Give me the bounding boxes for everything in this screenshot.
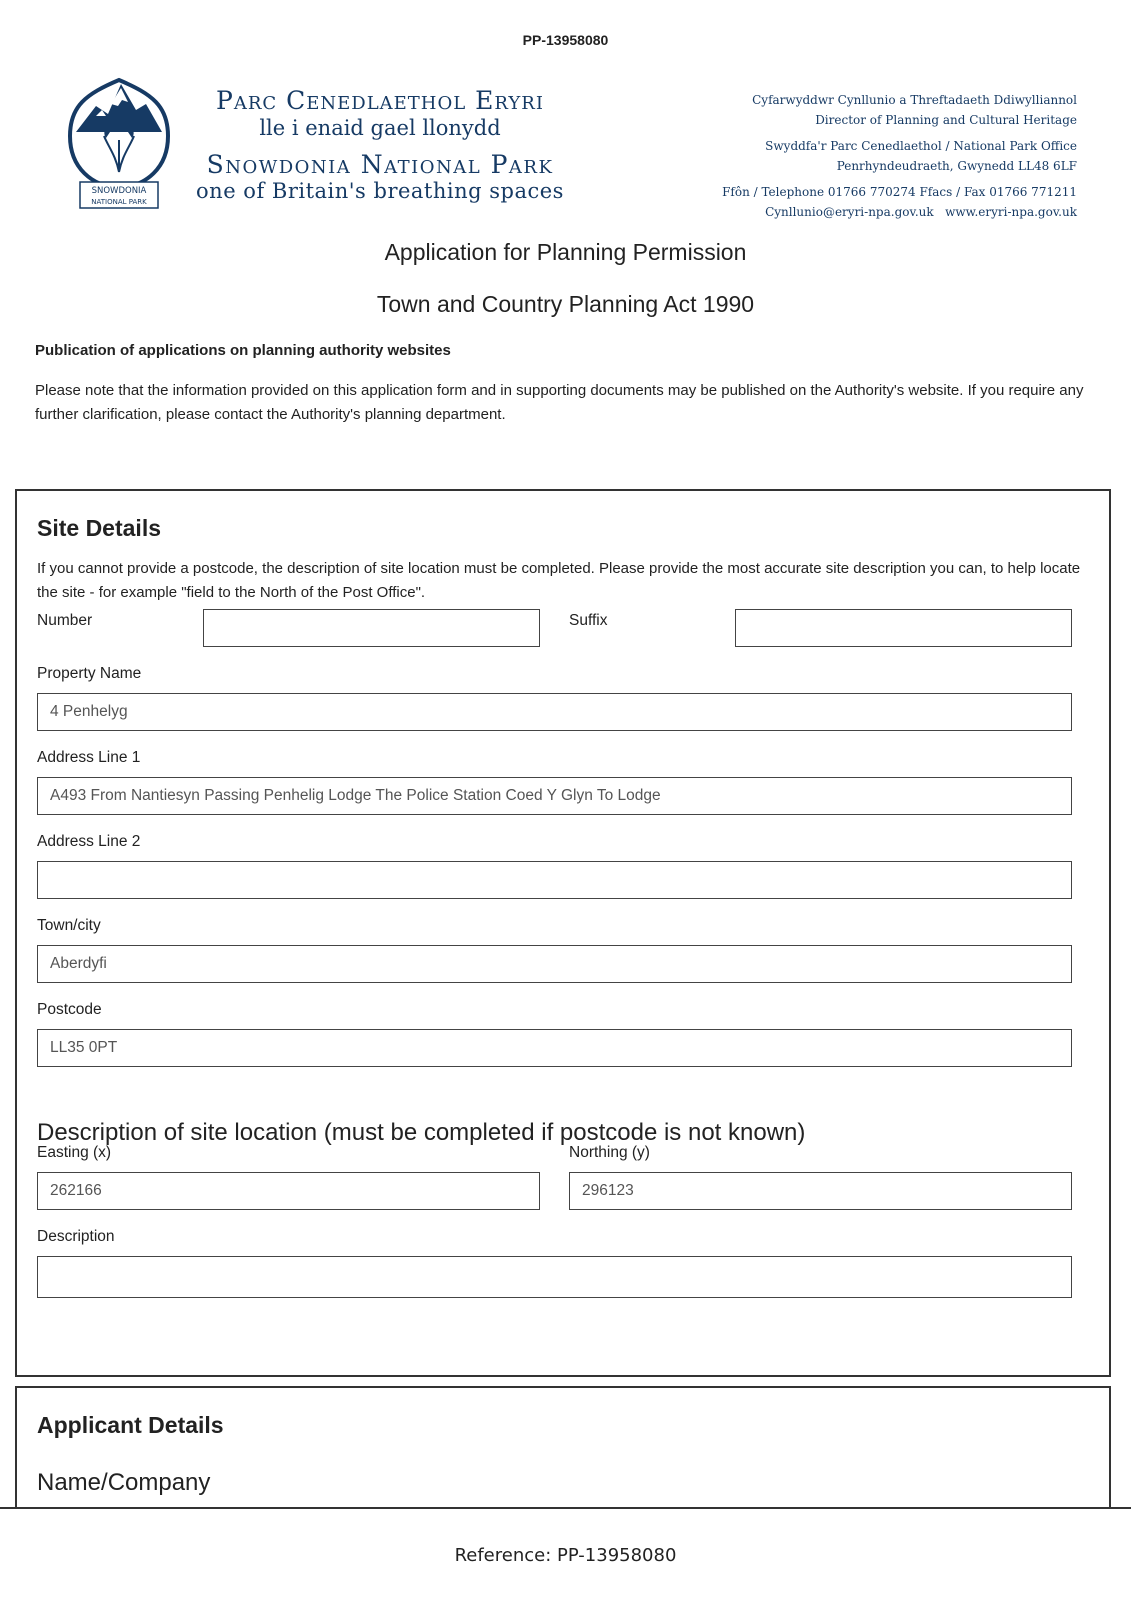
number-label: Number	[37, 612, 93, 629]
name-company-heading: Name/Company	[37, 1469, 211, 1496]
director-english: Director of Planning and Cultural Heritage	[815, 113, 1077, 127]
town-city-label: Town/city	[37, 917, 101, 934]
email-website: Cynllunio@eryri-npa.gov.uk www.eryri-npa.gov.uk	[765, 205, 1077, 219]
applicant-details-title: Applicant Details	[37, 1412, 224, 1438]
number-field[interactable]	[203, 609, 540, 647]
site-details-intro: If you cannot provide a postcode, the description of site location must be completed. Please provide the most accurate site description you can, to help locate the site - for example "field to the North of the Post Office".	[37, 560, 1081, 601]
address-line-1-field[interactable]: A493 From Nantiesyn Passing Penhelig Lodge The Police Station Coed Y Glyn To Lodge	[37, 777, 1072, 815]
postcode-field[interactable]: LL35 0PT	[37, 1029, 1072, 1067]
svg-text:SNOWDONIA: SNOWDONIA	[91, 186, 147, 196]
org-welsh-title: Parc Cenedlaethol Eryri	[216, 86, 544, 115]
park-emblem-icon	[66, 76, 172, 212]
property-name-field[interactable]: 4 Penhelyg	[37, 693, 1072, 731]
office-address: Penrhyndeudraeth, Gwynedd LL48 6LF	[836, 159, 1077, 173]
notice-heading: Publication of applications on planning authority websites	[35, 342, 451, 359]
address-line-1-label: Address Line 1	[37, 749, 141, 766]
org-welsh-tagline: lle i enaid gael llonydd	[259, 116, 501, 140]
top-reference: PP-13958080	[522, 32, 609, 48]
director-welsh: Cyfarwyddwr Cynllunio a Threftadaeth Ddiwylliannol	[752, 93, 1077, 107]
suffix-field[interactable]	[735, 609, 1072, 647]
footer-reference: Reference: PP-13958080	[454, 1545, 677, 1566]
site-location-heading: Description of site location (must be completed if postcode is not known)	[37, 1119, 806, 1146]
svg-text:NATIONAL PARK: NATIONAL PARK	[91, 198, 147, 206]
easting-field[interactable]: 262166	[37, 1172, 540, 1210]
suffix-label: Suffix	[569, 612, 608, 629]
org-english-title: Snowdonia National Park	[206, 150, 554, 179]
northing-field[interactable]: 296123	[569, 1172, 1072, 1210]
notice-body: Please note that the information provided on this application form and in supporting documents may be published on the Authority's website. If you require any further clarification, please contact the Authority's planning department.	[35, 382, 1084, 423]
document-subtitle: Town and Country Planning Act 1990	[376, 291, 755, 317]
site-details-section	[15, 489, 1111, 1377]
description-label: Description	[37, 1228, 115, 1245]
postcode-label: Postcode	[37, 1001, 102, 1018]
phone-fax: Ffôn / Telephone 01766 770274 Ffacs / Fax 01766 771211	[722, 185, 1077, 199]
site-details-title: Site Details	[37, 515, 161, 541]
office-name: Swyddfa'r Parc Cenedlaethol / National Park Office	[765, 139, 1077, 153]
address-line-2-field[interactable]	[37, 861, 1072, 899]
description-field[interactable]	[37, 1256, 1072, 1298]
footer-divider	[0, 1507, 1131, 1509]
town-city-field[interactable]: Aberdyfi	[37, 945, 1072, 983]
contact-block	[717, 90, 1077, 222]
northing-label: Northing (y)	[569, 1144, 650, 1161]
property-name-label: Property Name	[37, 665, 142, 682]
address-line-2-label: Address Line 2	[37, 833, 141, 850]
org-english-tagline: one of Britain's breathing spaces	[196, 179, 564, 203]
document-title: Application for Planning Permission	[384, 239, 747, 265]
applicant-details-section	[15, 1386, 1111, 1516]
easting-label: Easting (x)	[37, 1144, 112, 1161]
